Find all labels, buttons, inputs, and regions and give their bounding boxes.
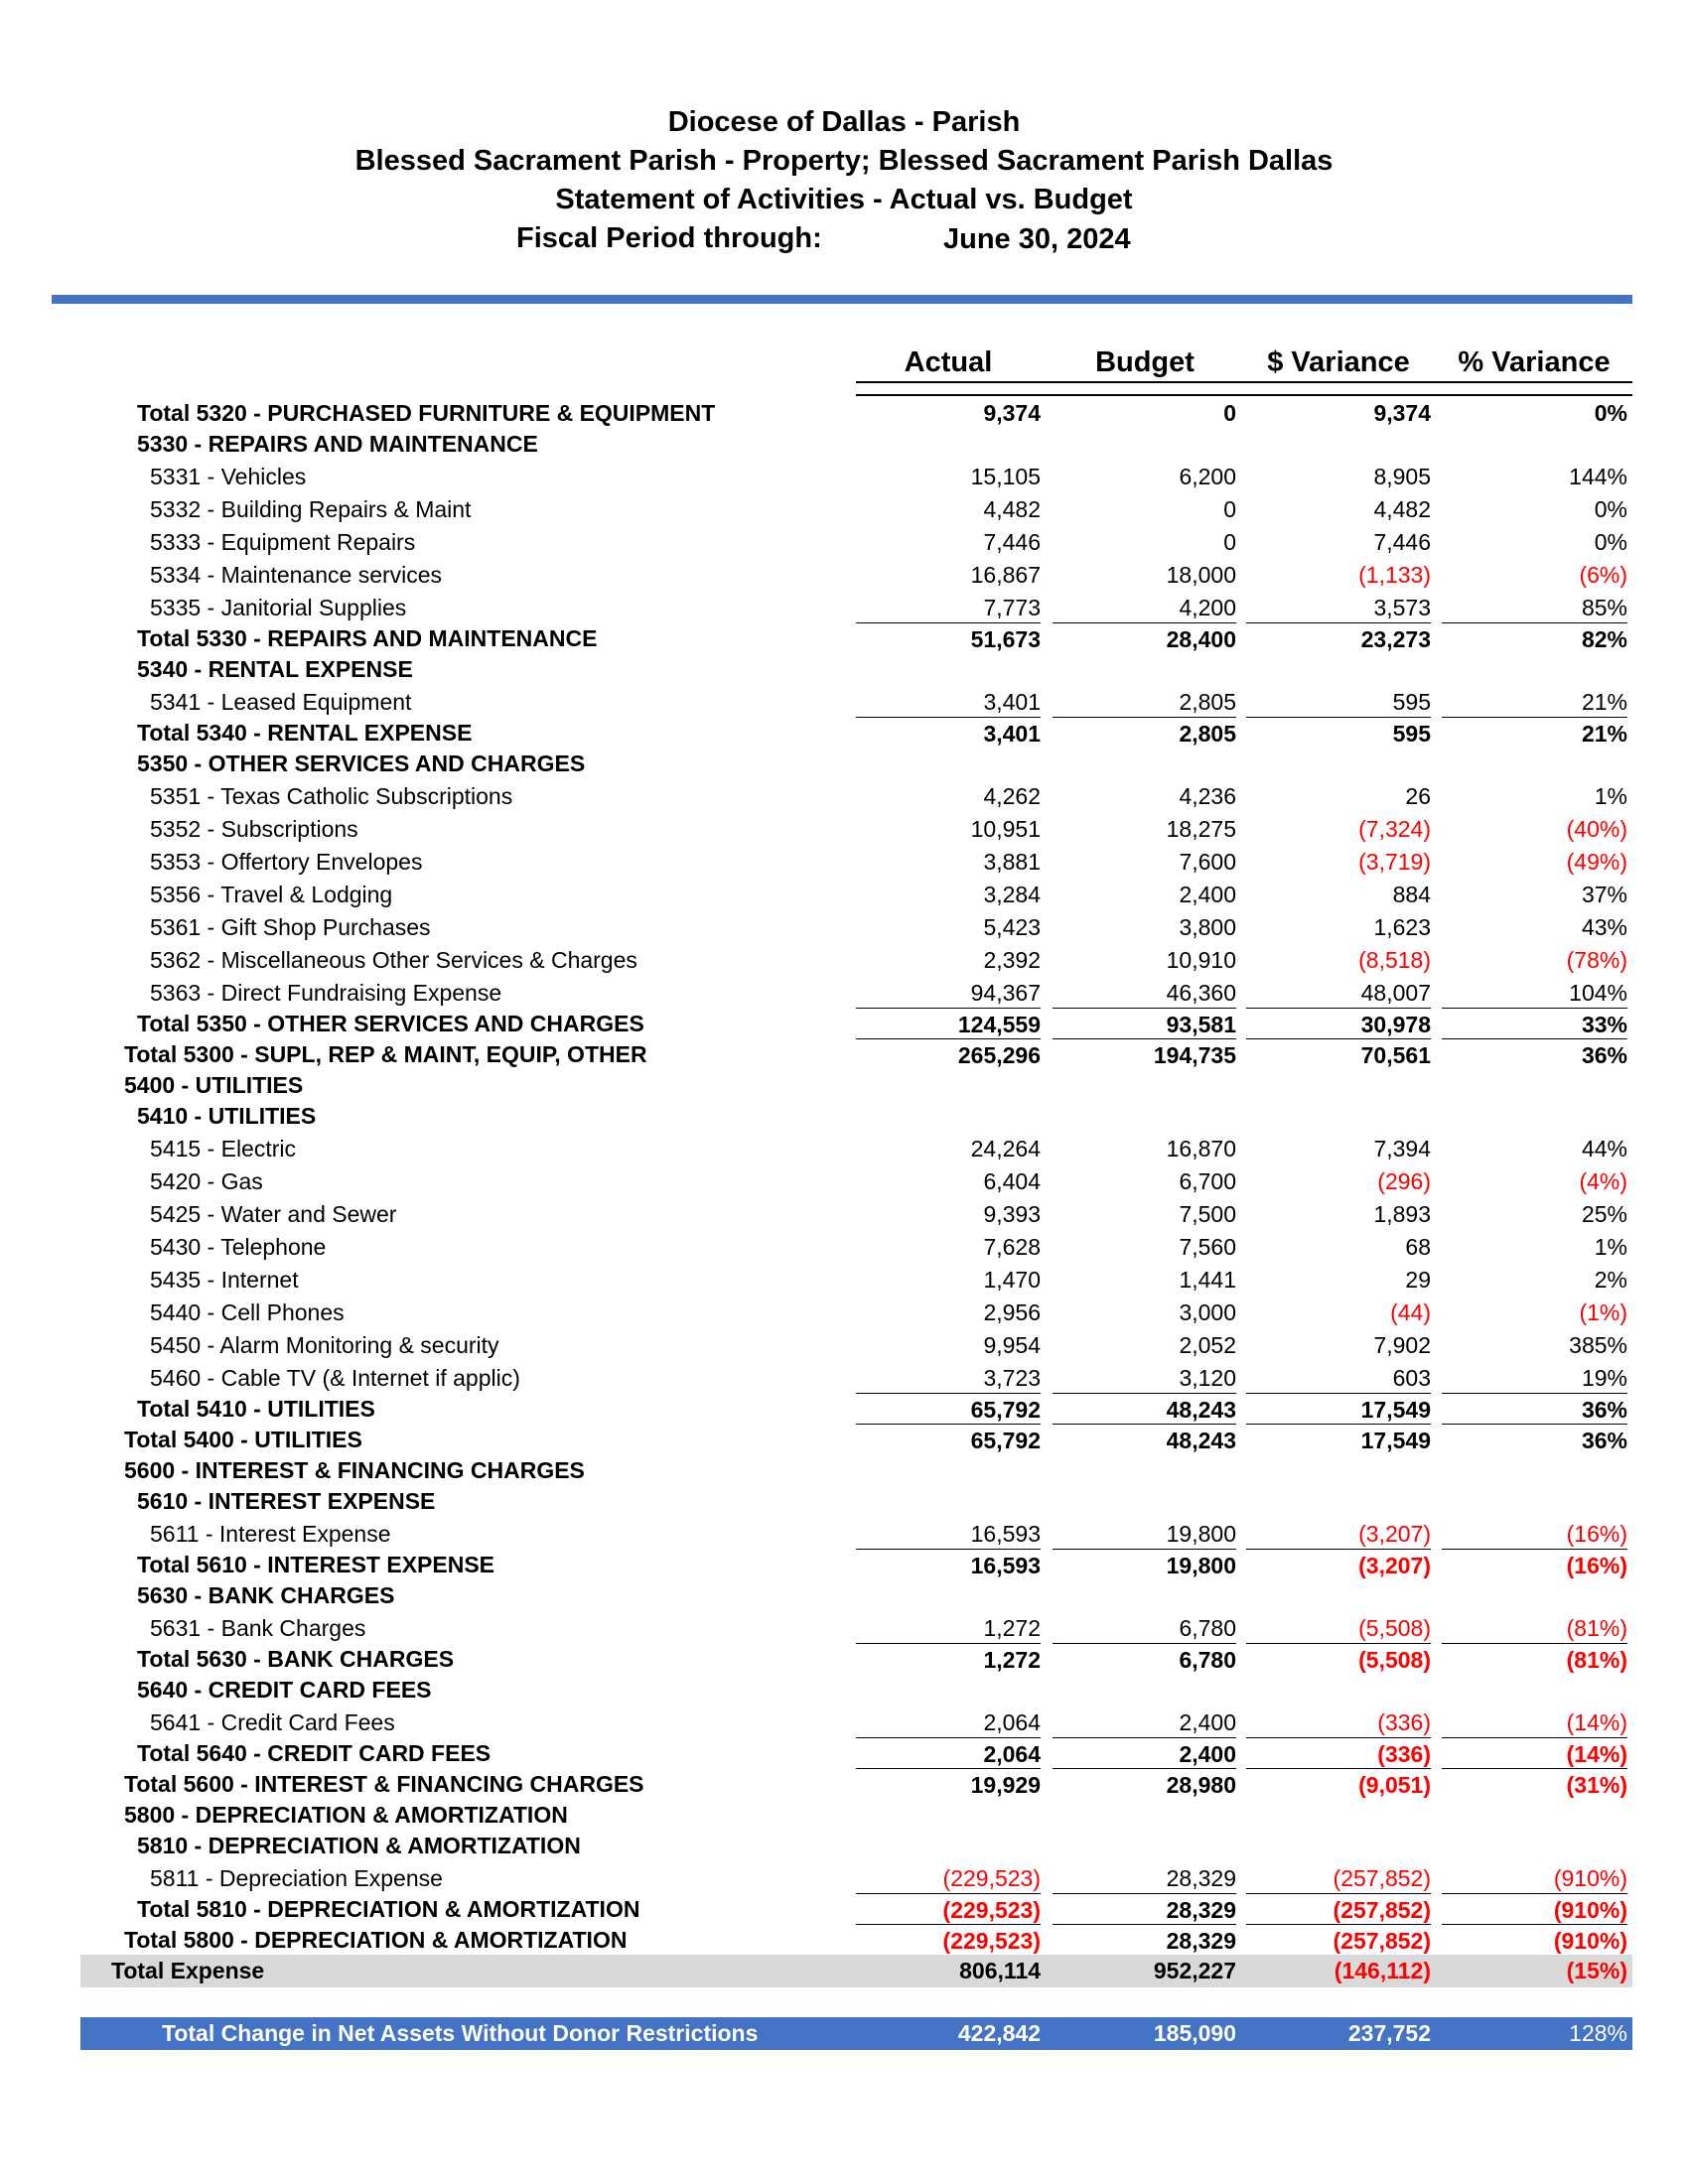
dollar-variance-value: 29 bbox=[1405, 1267, 1431, 1293]
section-header-row bbox=[0, 653, 1688, 686]
row-label: 5611 - Interest Expense bbox=[150, 1521, 391, 1547]
percent-variance-value: (6%) bbox=[1579, 562, 1627, 588]
percent-variance-value: (78%) bbox=[1566, 947, 1627, 973]
dollar-variance-value: 23,273 bbox=[1246, 622, 1431, 656]
dollar-variance-value: 884 bbox=[1392, 882, 1431, 907]
percent-variance-value: (910%) bbox=[1442, 1924, 1627, 1958]
row-label: Total 5640 - CREDIT CARD FEES bbox=[137, 1740, 492, 1766]
budget-value: 6,780 bbox=[1053, 1643, 1236, 1677]
row-label: 5810 - DEPRECIATION & AMORTIZATION bbox=[137, 1833, 581, 1858]
percent-variance-value: (15%) bbox=[1566, 1958, 1627, 1983]
total-expense-row bbox=[80, 1955, 1632, 1987]
section-header-row bbox=[0, 428, 1688, 461]
dollar-variance-value: 237,752 bbox=[1347, 2020, 1431, 2046]
budget-value: 1,441 bbox=[1179, 1267, 1236, 1293]
row-label: 5332 - Building Repairs & Maint bbox=[150, 496, 472, 522]
dollar-variance-value: (336) bbox=[1377, 1709, 1431, 1735]
line-item-row bbox=[0, 686, 1688, 719]
row-label: 5352 - Subscriptions bbox=[150, 816, 358, 842]
actual-value: 6,404 bbox=[983, 1168, 1041, 1194]
line-item-row bbox=[0, 1231, 1688, 1264]
dollar-variance-value: 70,561 bbox=[1246, 1038, 1431, 1072]
row-label: 5330 - REPAIRS AND MAINTENANCE bbox=[137, 431, 538, 457]
percent-variance-value: 21% bbox=[1442, 717, 1627, 751]
percent-variance-value: (40%) bbox=[1566, 816, 1627, 842]
actual-value: 10,951 bbox=[970, 816, 1041, 842]
percent-variance-value: 1% bbox=[1594, 783, 1627, 809]
percent-variance-value: (81%) bbox=[1566, 1615, 1627, 1641]
dollar-variance-value: (3,719) bbox=[1358, 849, 1431, 875]
actual-value: 15,105 bbox=[970, 464, 1041, 489]
budget-value: 28,329 bbox=[1166, 1865, 1236, 1891]
actual-value: 9,954 bbox=[983, 1332, 1041, 1358]
dollar-variance-value: (7,324) bbox=[1358, 816, 1431, 842]
line-item-row bbox=[0, 846, 1688, 879]
dollar-variance-value: (257,852) bbox=[1333, 1865, 1431, 1891]
row-label: 5362 - Miscellaneous Other Services & Charges bbox=[150, 947, 637, 973]
row-label: 5333 - Equipment Repairs bbox=[150, 529, 416, 555]
dollar-variance-value: (257,852) bbox=[1246, 1893, 1431, 1927]
dollar-variance-value: 8,905 bbox=[1373, 464, 1431, 489]
actual-value: 24,264 bbox=[970, 1136, 1041, 1161]
percent-variance-value: 0% bbox=[1594, 400, 1627, 426]
dollar-variance-value: (44) bbox=[1390, 1299, 1431, 1325]
row-label: 5335 - Janitorial Supplies bbox=[150, 595, 407, 620]
subtotal-row bbox=[0, 1737, 1688, 1770]
budget-value: 194,735 bbox=[1053, 1038, 1236, 1072]
percent-variance-value: (49%) bbox=[1566, 849, 1627, 875]
actual-value: 16,593 bbox=[970, 1521, 1041, 1547]
dollar-variance-value: 17,549 bbox=[1246, 1393, 1431, 1427]
line-item-row bbox=[0, 1362, 1688, 1395]
budget-value: 2,052 bbox=[1179, 1332, 1236, 1358]
budget-value: 2,805 bbox=[1179, 689, 1236, 715]
row-label: 5800 - DEPRECIATION & AMORTIZATION bbox=[124, 1802, 568, 1828]
row-label: 5331 - Vehicles bbox=[150, 464, 307, 489]
percent-variance-value: (4%) bbox=[1579, 1168, 1627, 1194]
actual-value: (229,523) bbox=[942, 1865, 1041, 1891]
actual-value: 16,867 bbox=[970, 562, 1041, 588]
percent-variance-value: 82% bbox=[1442, 622, 1627, 656]
row-label: 5460 - Cable TV (& Internet if applic) bbox=[150, 1365, 520, 1391]
dollar-variance-value: (9,051) bbox=[1246, 1768, 1431, 1802]
dollar-variance-value: 48,007 bbox=[1360, 980, 1431, 1006]
row-label: 5630 - BANK CHARGES bbox=[137, 1582, 395, 1608]
percent-variance-value: 19% bbox=[1581, 1365, 1627, 1391]
budget-value: 7,560 bbox=[1179, 1234, 1236, 1260]
percent-variance-value: (81%) bbox=[1442, 1643, 1627, 1677]
percent-variance-value: (14%) bbox=[1566, 1709, 1627, 1735]
actual-value: 7,628 bbox=[983, 1234, 1041, 1260]
percent-variance-value: 0% bbox=[1594, 529, 1627, 555]
dollar-variance-value: 26 bbox=[1405, 783, 1431, 809]
dollar-variance-value: 3,573 bbox=[1373, 595, 1431, 620]
row-label: 5600 - INTEREST & FINANCING CHARGES bbox=[124, 1457, 585, 1483]
line-item-row bbox=[0, 1133, 1688, 1165]
subtotal-row bbox=[0, 1424, 1688, 1456]
dollar-variance-value: (5,508) bbox=[1246, 1643, 1431, 1677]
actual-value: 7,773 bbox=[983, 595, 1041, 620]
line-item-row bbox=[0, 592, 1688, 624]
section-header-row bbox=[0, 1454, 1688, 1487]
budget-value: 28,400 bbox=[1053, 622, 1236, 656]
actual-value: 2,956 bbox=[983, 1299, 1041, 1325]
report-entity-title: Blessed Sacrament Parish - Property; Blessed Sacrament Parish Dallas bbox=[354, 145, 1334, 177]
percent-variance-value: 36% bbox=[1442, 1424, 1627, 1457]
section-header-row bbox=[0, 1579, 1688, 1612]
actual-value: 65,792 bbox=[856, 1424, 1041, 1457]
actual-value: (229,523) bbox=[856, 1924, 1041, 1958]
line-item-row bbox=[0, 1329, 1688, 1362]
report-period-label: Fiscal Period through: bbox=[516, 222, 822, 254]
column-header-budget: Budget bbox=[1095, 346, 1195, 378]
budget-value: 952,227 bbox=[1153, 1958, 1236, 1983]
row-label: Total 5300 - SUPL, REP & MAINT, EQUIP, OTHER bbox=[124, 1041, 647, 1067]
percent-variance-value: (16%) bbox=[1442, 1549, 1627, 1582]
row-label: 5350 - OTHER SERVICES AND CHARGES bbox=[137, 751, 586, 776]
dollar-variance-value: 1,893 bbox=[1373, 1201, 1431, 1227]
row-label: 5640 - CREDIT CARD FEES bbox=[137, 1677, 432, 1703]
budget-value: 0 bbox=[1223, 529, 1236, 555]
actual-value: 3,284 bbox=[983, 882, 1041, 907]
subtotal-row bbox=[0, 1008, 1688, 1040]
actual-value: 16,593 bbox=[856, 1549, 1041, 1582]
column-header-underline-second bbox=[856, 394, 1632, 396]
budget-value: 48,243 bbox=[1053, 1424, 1236, 1457]
dollar-variance-value: 7,394 bbox=[1373, 1136, 1431, 1161]
actual-value: 3,401 bbox=[856, 717, 1041, 751]
percent-variance-value: 1% bbox=[1594, 1234, 1627, 1260]
budget-value: 6,780 bbox=[1179, 1615, 1236, 1641]
row-label: 5334 - Maintenance services bbox=[150, 562, 443, 588]
budget-value: 2,805 bbox=[1053, 717, 1236, 751]
subtotal-row bbox=[0, 1924, 1688, 1957]
subtotal-row bbox=[0, 1038, 1688, 1071]
actual-value: 65,792 bbox=[856, 1393, 1041, 1427]
row-label: 5610 - INTEREST EXPENSE bbox=[137, 1488, 436, 1514]
dollar-variance-value: 30,978 bbox=[1246, 1008, 1431, 1041]
line-item-row bbox=[0, 911, 1688, 944]
budget-value: 2,400 bbox=[1053, 1737, 1236, 1771]
actual-value: 94,367 bbox=[970, 980, 1041, 1006]
row-label: 5353 - Offertory Envelopes bbox=[150, 849, 423, 875]
budget-value: 19,800 bbox=[1053, 1549, 1236, 1582]
section-header-row bbox=[0, 748, 1688, 780]
row-label: Total 5400 - UTILITIES bbox=[124, 1427, 362, 1452]
line-item-row bbox=[0, 1518, 1688, 1551]
budget-value: 18,275 bbox=[1166, 816, 1236, 842]
percent-variance-value: 25% bbox=[1581, 1201, 1627, 1227]
actual-value: 124,559 bbox=[856, 1008, 1041, 1041]
actual-value: 422,842 bbox=[957, 2020, 1041, 2046]
subtotal-row bbox=[0, 1893, 1688, 1926]
subtotal-row bbox=[0, 717, 1688, 750]
row-label: Total 5340 - RENTAL EXPENSE bbox=[137, 720, 473, 746]
budget-value: 18,000 bbox=[1166, 562, 1236, 588]
budget-value: 28,980 bbox=[1053, 1768, 1236, 1802]
line-item-row bbox=[0, 879, 1688, 911]
percent-variance-value: 85% bbox=[1581, 595, 1627, 620]
row-label: Total 5800 - DEPRECIATION & AMORTIZATION bbox=[124, 1927, 628, 1953]
net-assets-row bbox=[80, 2017, 1632, 2050]
dollar-variance-value: 595 bbox=[1392, 689, 1431, 715]
actual-value: 1,272 bbox=[856, 1643, 1041, 1677]
percent-variance-value: 128% bbox=[1569, 2020, 1627, 2046]
budget-value: 0 bbox=[1223, 496, 1236, 522]
row-label: 5415 - Electric bbox=[150, 1136, 297, 1161]
row-label: Total 5350 - OTHER SERVICES AND CHARGES bbox=[137, 1011, 644, 1036]
row-label: 5340 - RENTAL EXPENSE bbox=[137, 656, 413, 682]
section-header-row bbox=[0, 1100, 1688, 1133]
dollar-variance-value: (146,112) bbox=[1334, 1958, 1431, 1983]
row-label: 5400 - UTILITIES bbox=[124, 1072, 304, 1098]
percent-variance-value: 37% bbox=[1581, 882, 1627, 907]
row-label: 5430 - Telephone bbox=[150, 1234, 327, 1260]
line-item-row bbox=[0, 493, 1688, 526]
row-label: Total 5320 - PURCHASED FURNITURE & EQUIPMENT bbox=[137, 400, 716, 426]
budget-value: 3,120 bbox=[1179, 1365, 1236, 1391]
row-label: 5440 - Cell Phones bbox=[150, 1299, 345, 1325]
dollar-variance-value: (3,207) bbox=[1246, 1549, 1431, 1582]
row-label: Total Expense bbox=[111, 1958, 265, 1983]
section-header-row bbox=[0, 1674, 1688, 1706]
dollar-variance-value: 595 bbox=[1246, 717, 1431, 751]
actual-value: 265,296 bbox=[856, 1038, 1041, 1072]
line-item-row bbox=[0, 1297, 1688, 1329]
actual-value: 19,929 bbox=[856, 1768, 1041, 1802]
line-item-row bbox=[0, 1862, 1688, 1895]
budget-value: 3,800 bbox=[1179, 914, 1236, 940]
line-item-row bbox=[0, 1165, 1688, 1198]
actual-value: 3,881 bbox=[983, 849, 1041, 875]
row-label: 5361 - Gift Shop Purchases bbox=[150, 914, 431, 940]
dollar-variance-value: (3,207) bbox=[1358, 1521, 1431, 1547]
percent-variance-value: 43% bbox=[1581, 914, 1627, 940]
percent-variance-value: (910%) bbox=[1442, 1893, 1627, 1927]
report-statement-title: Statement of Activities - Actual vs. Budget bbox=[555, 184, 1133, 215]
budget-value: 2,400 bbox=[1179, 882, 1236, 907]
dollar-variance-value: (336) bbox=[1246, 1737, 1431, 1771]
row-label: Total 5810 - DEPRECIATION & AMORTIZATION bbox=[137, 1896, 640, 1922]
row-label: 5425 - Water and Sewer bbox=[150, 1201, 397, 1227]
row-label: 5435 - Internet bbox=[150, 1267, 299, 1293]
actual-value: 2,064 bbox=[983, 1709, 1041, 1735]
percent-variance-value: (1%) bbox=[1579, 1299, 1627, 1325]
budget-value: 46,360 bbox=[1166, 980, 1236, 1006]
line-item-row bbox=[0, 526, 1688, 559]
line-item-row bbox=[0, 944, 1688, 977]
line-item-row bbox=[0, 461, 1688, 493]
actual-value: 5,423 bbox=[983, 914, 1041, 940]
budget-value: 28,329 bbox=[1053, 1893, 1236, 1927]
line-item-row bbox=[0, 1612, 1688, 1645]
header-divider bbox=[52, 295, 1632, 304]
row-label: Total 5410 - UTILITIES bbox=[137, 1396, 375, 1422]
report-org-title: Diocese of Dallas - Parish bbox=[667, 106, 1021, 138]
dollar-variance-value: 7,446 bbox=[1373, 529, 1431, 555]
section-header-row bbox=[0, 1485, 1688, 1518]
column-header-actual: Actual bbox=[904, 346, 993, 378]
dollar-variance-value: 603 bbox=[1392, 1365, 1431, 1391]
report-period-date: June 30, 2024 bbox=[943, 223, 1131, 255]
percent-variance-value: (910%) bbox=[1553, 1865, 1627, 1891]
percent-variance-value: (14%) bbox=[1442, 1737, 1627, 1771]
actual-value: (229,523) bbox=[856, 1893, 1041, 1927]
dollar-variance-value: (1,133) bbox=[1358, 562, 1431, 588]
budget-value: 19,800 bbox=[1166, 1521, 1236, 1547]
budget-value: 48,243 bbox=[1053, 1393, 1236, 1427]
percent-variance-value: 21% bbox=[1581, 689, 1627, 715]
actual-value: 3,723 bbox=[983, 1365, 1041, 1391]
section-header-row bbox=[0, 1069, 1688, 1102]
budget-value: 93,581 bbox=[1053, 1008, 1236, 1041]
actual-value: 3,401 bbox=[983, 689, 1041, 715]
row-label: 5641 - Credit Card Fees bbox=[150, 1709, 395, 1735]
budget-value: 2,400 bbox=[1179, 1709, 1236, 1735]
budget-value: 28,329 bbox=[1053, 1924, 1236, 1958]
line-item-row bbox=[0, 813, 1688, 846]
row-label: 5420 - Gas bbox=[150, 1168, 263, 1194]
dollar-variance-value: (296) bbox=[1377, 1168, 1431, 1194]
percent-variance-value: 144% bbox=[1569, 464, 1627, 489]
subtotal-row bbox=[0, 1549, 1688, 1581]
actual-value: 2,392 bbox=[983, 947, 1041, 973]
budget-value: 16,870 bbox=[1166, 1136, 1236, 1161]
actual-value: 4,262 bbox=[983, 783, 1041, 809]
budget-value: 185,090 bbox=[1153, 2020, 1236, 2046]
column-header-dollar-variance: $ Variance bbox=[1267, 346, 1410, 378]
percent-variance-value: 104% bbox=[1569, 980, 1627, 1006]
subtotal-row bbox=[0, 622, 1688, 655]
actual-value: 51,673 bbox=[856, 622, 1041, 656]
dollar-variance-value: 7,902 bbox=[1373, 1332, 1431, 1358]
line-item-row bbox=[0, 1264, 1688, 1297]
row-label: Total 5610 - INTEREST EXPENSE bbox=[137, 1552, 495, 1577]
column-header-percent-variance: % Variance bbox=[1458, 346, 1611, 378]
actual-value: 806,114 bbox=[959, 1958, 1041, 1983]
budget-value: 4,236 bbox=[1179, 783, 1236, 809]
row-label: 5410 - UTILITIES bbox=[137, 1103, 317, 1129]
dollar-variance-value: 17,549 bbox=[1246, 1424, 1431, 1457]
percent-variance-value: 33% bbox=[1442, 1008, 1627, 1041]
line-item-row bbox=[0, 1706, 1688, 1739]
row-label: 5363 - Direct Fundraising Expense bbox=[150, 980, 502, 1006]
line-item-row bbox=[0, 1198, 1688, 1231]
dollar-variance-value: (5,508) bbox=[1358, 1615, 1431, 1641]
budget-value: 7,600 bbox=[1179, 849, 1236, 875]
line-item-row bbox=[0, 977, 1688, 1010]
percent-variance-value: 36% bbox=[1442, 1038, 1627, 1072]
row-label: 5631 - Bank Charges bbox=[150, 1615, 366, 1641]
dollar-variance-value: (8,518) bbox=[1358, 947, 1431, 973]
budget-value: 4,200 bbox=[1179, 595, 1236, 620]
row-label: Total 5330 - REPAIRS AND MAINTENANCE bbox=[137, 625, 598, 651]
actual-value: 4,482 bbox=[983, 496, 1041, 522]
budget-value: 6,700 bbox=[1179, 1168, 1236, 1194]
percent-variance-value: 36% bbox=[1442, 1393, 1627, 1427]
budget-value: 10,910 bbox=[1166, 947, 1236, 973]
line-item-row bbox=[0, 780, 1688, 813]
dollar-variance-value: 1,623 bbox=[1373, 914, 1431, 940]
percent-variance-value: (16%) bbox=[1566, 1521, 1627, 1547]
row-label: Total 5600 - INTEREST & FINANCING CHARGES bbox=[124, 1771, 644, 1797]
row-label: Total Change in Net Assets Without Donor Restrictions bbox=[162, 2020, 759, 2046]
subtotal-row bbox=[0, 1643, 1688, 1676]
row-label: 5351 - Texas Catholic Subscriptions bbox=[150, 783, 513, 809]
actual-value: 1,470 bbox=[983, 1267, 1041, 1293]
section-header-row bbox=[0, 1830, 1688, 1862]
row-label: 5341 - Leased Equipment bbox=[150, 689, 412, 715]
row-label: 5811 - Depreciation Expense bbox=[150, 1865, 443, 1891]
row-label: 5356 - Travel & Lodging bbox=[150, 882, 393, 907]
actual-value: 9,393 bbox=[983, 1201, 1041, 1227]
budget-value: 6,200 bbox=[1179, 464, 1236, 489]
subtotal-row bbox=[0, 1768, 1688, 1801]
dollar-variance-value: 9,374 bbox=[1373, 400, 1431, 426]
actual-value: 2,064 bbox=[856, 1737, 1041, 1771]
dollar-variance-value: 4,482 bbox=[1373, 496, 1431, 522]
actual-value: 9,374 bbox=[983, 400, 1041, 426]
percent-variance-value: 0% bbox=[1594, 496, 1627, 522]
dollar-variance-value: 68 bbox=[1405, 1234, 1431, 1260]
dollar-variance-value: (257,852) bbox=[1246, 1924, 1431, 1958]
subtotal-row bbox=[0, 397, 1688, 430]
budget-value: 0 bbox=[1223, 400, 1236, 426]
percent-variance-value: 385% bbox=[1569, 1332, 1627, 1358]
section-header-row bbox=[0, 1799, 1688, 1832]
percent-variance-value: (31%) bbox=[1442, 1768, 1627, 1802]
actual-value: 1,272 bbox=[983, 1615, 1041, 1641]
budget-value: 7,500 bbox=[1179, 1201, 1236, 1227]
column-header-underline bbox=[856, 381, 1632, 383]
actual-value: 7,446 bbox=[983, 529, 1041, 555]
row-label: Total 5630 - BANK CHARGES bbox=[137, 1646, 455, 1672]
percent-variance-value: 2% bbox=[1594, 1267, 1627, 1293]
row-label: 5450 - Alarm Monitoring & security bbox=[150, 1332, 499, 1358]
subtotal-row bbox=[0, 1393, 1688, 1426]
line-item-row bbox=[0, 559, 1688, 592]
percent-variance-value: 44% bbox=[1581, 1136, 1627, 1161]
budget-value: 3,000 bbox=[1179, 1299, 1236, 1325]
